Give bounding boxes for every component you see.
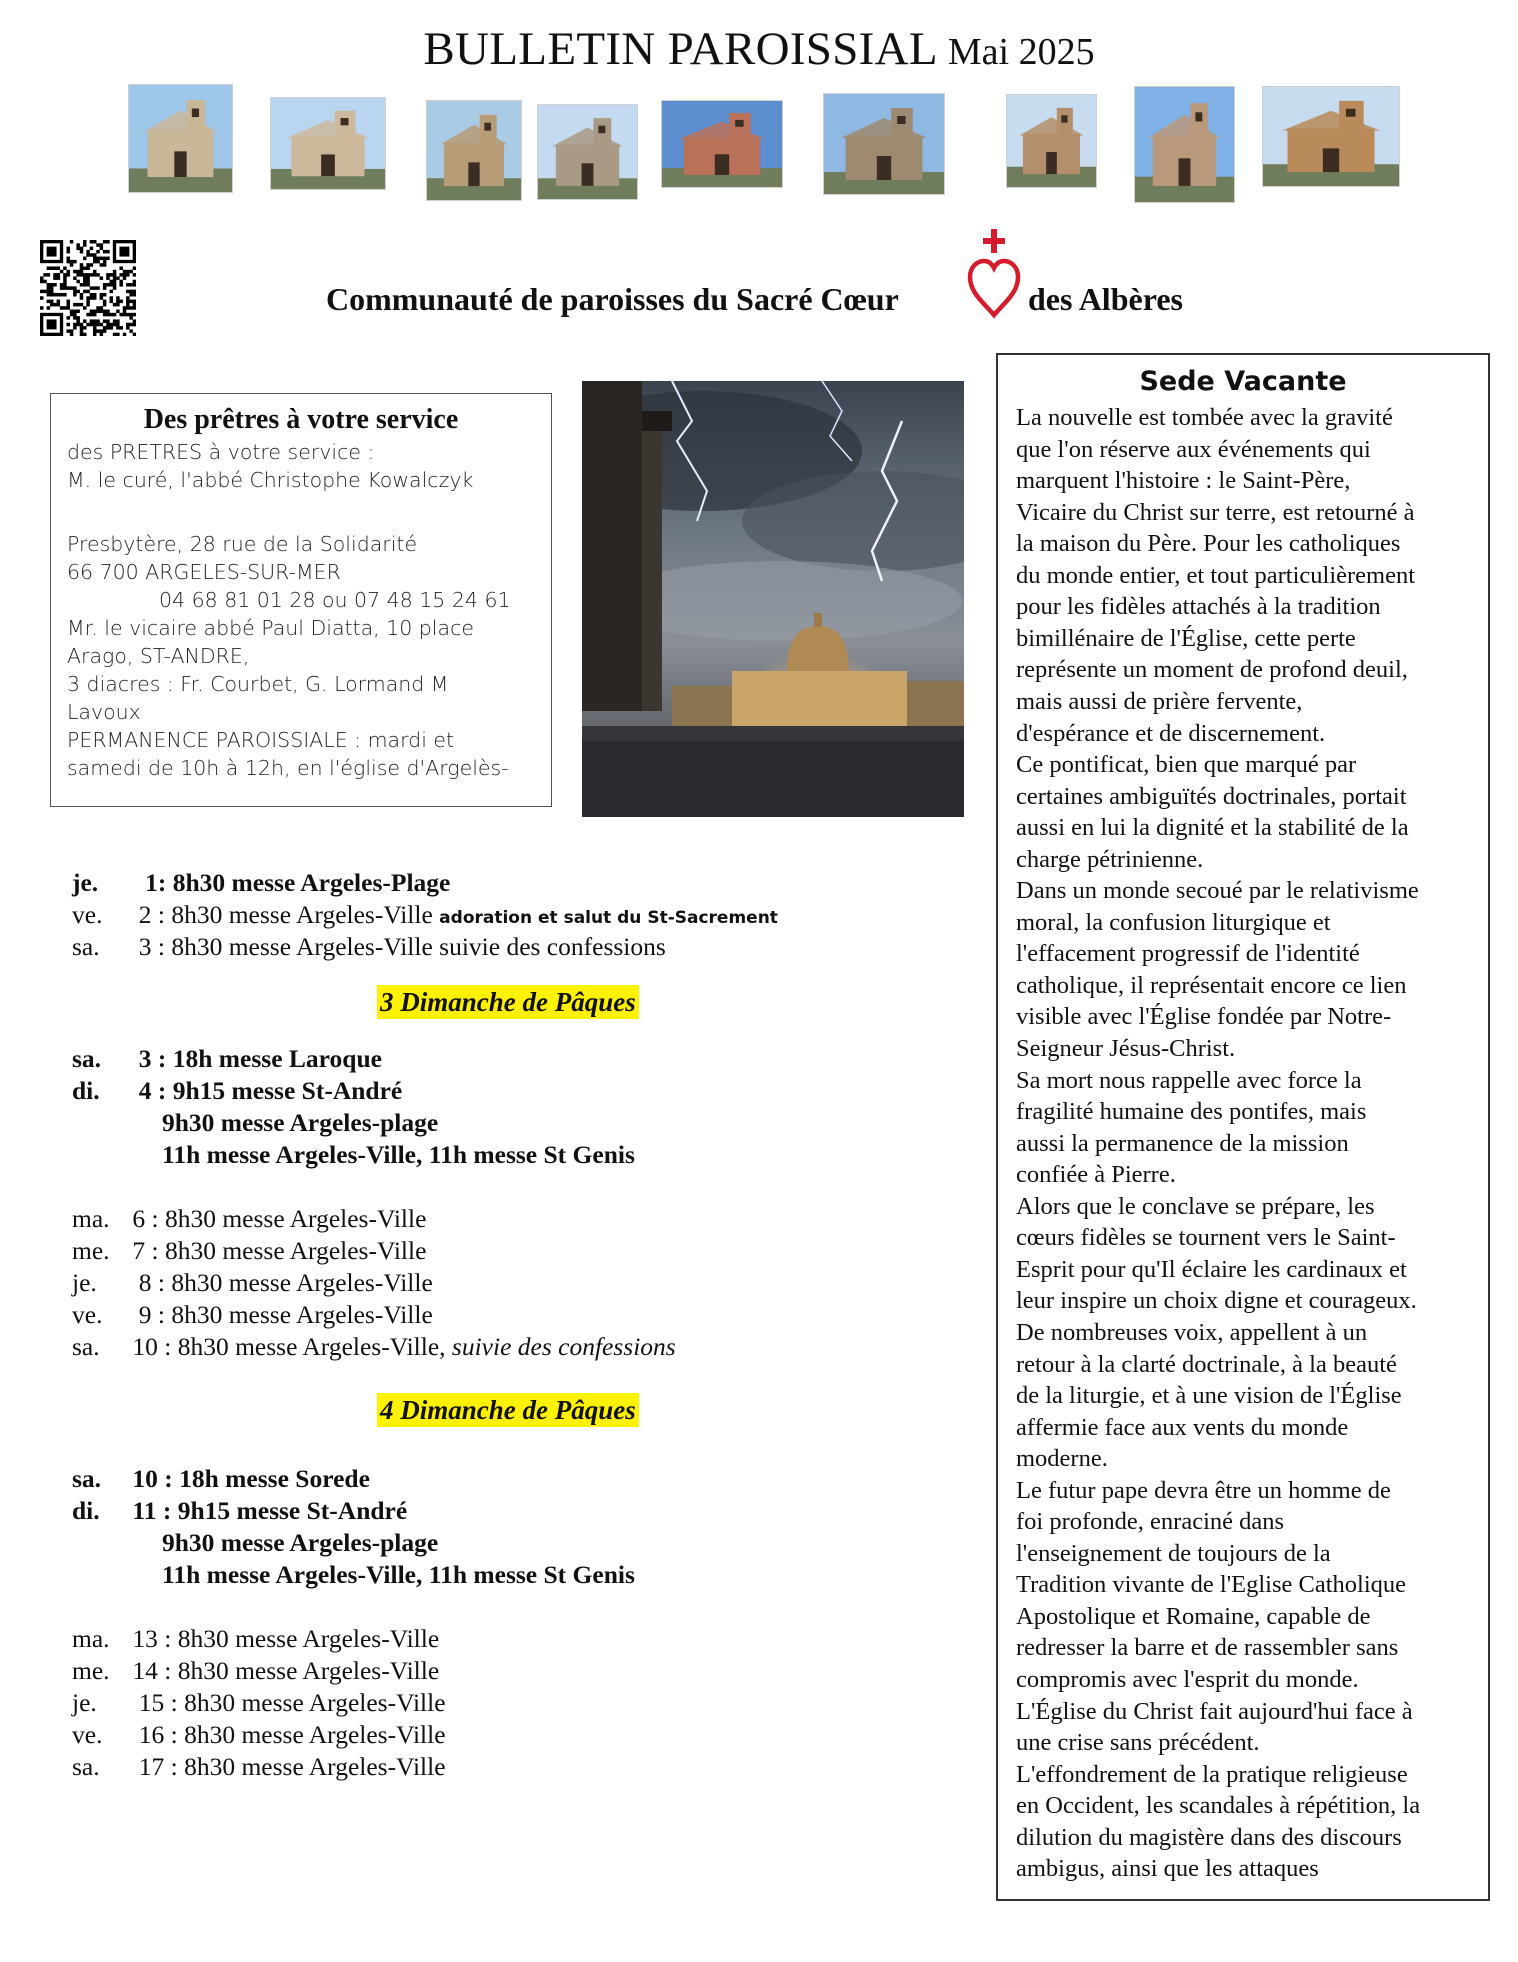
sede-vacante-line: L'Église du Christ fait aujourd'hui face à (1016, 1697, 1413, 1725)
sede-vacante-line: affermie face aux vents du monde (1016, 1413, 1349, 1441)
schedule-line: sa. 3 : 8h30 messe Argeles-Ville suivie des confessions (72, 932, 666, 961)
schedule-line: 9h30 messe Argeles-plage (162, 1108, 439, 1137)
sede-vacante-line: mais aussi de prière fervente, (1016, 687, 1303, 715)
church-photo (1134, 86, 1235, 203)
sede-vacante-line: ambigus, ainsi que les attaques (1016, 1855, 1319, 1883)
sede-vacante-line: confiée à Pierre. (1016, 1161, 1176, 1189)
sede-vacante-line: une crise sans précédent. (1016, 1729, 1260, 1757)
schedule-line: 11h messe Argeles-Ville, 11h messe St Genis (162, 1140, 635, 1169)
sede-vacante-line: Alors que le conclave se prépare, les (1016, 1192, 1375, 1220)
sede-vacante-line: aussi la permanence de la mission (1016, 1129, 1349, 1157)
sede-vacante-line: charge pétrinienne. (1016, 845, 1204, 873)
schedule-line: 9h30 messe Argeles-plage (162, 1528, 439, 1557)
sede-vacante-line: La nouvelle est tombée avec la gravité (1016, 404, 1393, 431)
sacred-heart-icon (964, 227, 1024, 319)
church-photo (823, 93, 945, 195)
schedule-line: ve. 2 : 8h30 messe Argeles-Ville adoration et salut du St-Sacrement (72, 900, 778, 929)
schedule-line: 11h messe Argeles-Ville, 11h messe St Genis (162, 1560, 635, 1589)
vatican-storm-photo (582, 381, 964, 817)
sede-vacante-line: en Occident, les scandales à répétition, la (1016, 1792, 1421, 1820)
priests-line: samedi de 10h à 12h, en l'église d'Argelès- (67, 756, 509, 780)
schedule-line: me. 14 : 8h30 messe Argeles-Ville (72, 1656, 440, 1685)
community-title: Communauté de paroisses du Sacré Cœur (326, 281, 899, 317)
title-date: Mai 2025 (947, 31, 1095, 73)
schedule-line: ve. 16 : 8h30 messe Argeles-Ville (72, 1720, 446, 1749)
church-photo (270, 97, 386, 190)
sede-vacante-line: foi profonde, enraciné dans (1016, 1508, 1285, 1536)
sede-vacante-line: Sa mort nous rappelle avec force la (1016, 1066, 1362, 1094)
sede-vacante-line: Le futur pape devra être un homme de (1016, 1476, 1391, 1504)
schedule-line: sa. 3 : 18h messe Laroque (72, 1044, 382, 1073)
schedule-line: je. 15 : 8h30 messe Argeles-Ville (72, 1688, 446, 1717)
sede-vacante-line: retour à la clarté doctrinale, à la beauté (1016, 1350, 1397, 1378)
church-photo (661, 100, 783, 188)
sede-vacante-line: que l'on réserve aux événements qui (1016, 435, 1371, 463)
schedule-line: je. 8 : 8h30 messe Argeles-Ville (72, 1268, 433, 1297)
priests-phone: 04 68 81 01 28 ou 07 48 15 24 61 (159, 588, 511, 612)
sede-vacante-line: moderne. (1016, 1445, 1108, 1473)
sede-vacante-line: Apostolique et Romaine, capable de (1016, 1602, 1371, 1630)
sede-vacante-line: représente un moment de profond deuil, (1016, 656, 1408, 684)
sede-vacante-line: fragilité humaine des pontifes, mais (1016, 1098, 1367, 1126)
schedule-line: sa. 10 : 8h30 messe Argeles-Ville, suivie des confessions (72, 1332, 676, 1361)
priests-line: Lavoux (67, 700, 141, 724)
bulletin-title (0, 22, 1518, 76)
priests-box (50, 393, 552, 807)
sede-vacante-line: certaines ambiguïtés doctrinales, portait (1016, 782, 1407, 810)
schedule-line: di. 11 : 9h15 messe St-André (72, 1496, 408, 1525)
sede-vacante-line: compromis avec l'esprit du monde. (1016, 1666, 1359, 1693)
sede-vacante-line: visible avec l'Église fondée par Notre- (1016, 1003, 1392, 1031)
priests-line: M. le curé, l'abbé Christophe Kowalczyk (67, 468, 474, 492)
priests-line: PERMANENCE PAROISSIALE : mardi et (67, 728, 455, 752)
title-main: BULLETIN PAROISSIAL (423, 23, 938, 75)
priests-line: Mr. le vicaire abbé Paul Diatta, 10 place (67, 616, 474, 640)
priests-line: Presbytère, 28 rue de la Solidarité (67, 532, 418, 556)
sede-vacante-line: marquent l'histoire : le Saint-Père, (1016, 467, 1351, 495)
sunday-heading: 3 Dimanche de Pâques (377, 985, 639, 1019)
schedule-line: sa. 17 : 8h30 messe Argeles-Ville (72, 1752, 446, 1781)
church-photo (537, 104, 638, 200)
priests-line: Arago, ST-ANDRE, (67, 644, 250, 668)
sede-vacante-line: la maison du Père. Pour les catholiques (1016, 530, 1401, 558)
sede-vacante-line: cœurs fidèles se tournent vers le Saint- (1016, 1224, 1396, 1252)
schedule-line: sa. 10 : 18h messe Sorede (72, 1464, 370, 1493)
sede-vacante-line: dilution du magistère dans des discours (1016, 1823, 1402, 1851)
sede-vacante-line: catholique, il représentait encore ce lien (1016, 971, 1407, 999)
priests-heading: Des prêtres à votre service (143, 404, 459, 435)
sede-vacante-line: aussi en lui la dignité et la stabilité de la (1016, 814, 1409, 842)
schedule-line: me. 7 : 8h30 messe Argeles-Ville (72, 1236, 427, 1265)
priests-line: 3 diacres : Fr. Courbet, G. Lormand M (67, 672, 449, 696)
sede-vacante-line: l'effacement progressif de l'identité (1016, 940, 1360, 968)
sede-vacante-line: l'enseignement de toujours de la (1016, 1539, 1331, 1567)
church-photo (1006, 94, 1097, 188)
sede-vacante-line: Tradition vivante de l'Eglise Catholique (1016, 1571, 1407, 1599)
sede-vacante-line: Ce pontificat, bien que marqué par (1016, 751, 1357, 779)
sunday-heading: 4 Dimanche de Pâques (377, 1393, 639, 1427)
sede-vacante-line: leur inspire un choix digne et courageux. (1016, 1287, 1417, 1315)
sede-vacante-line: bimillénaire de l'Église, cette perte (1016, 624, 1356, 652)
qr-code (40, 240, 136, 336)
church-photo (128, 84, 233, 193)
schedule-line: ma. 13 : 8h30 messe Argeles-Ville (72, 1624, 440, 1653)
sede-vacante-line: Seigneur Jésus-Christ. (1016, 1035, 1236, 1062)
sede-vacante-line: de la liturgie, et à une vision de l'Église (1016, 1382, 1402, 1410)
priests-line: 66 700 ARGELES-SUR-MER (67, 560, 341, 584)
schedule-line: ve. 9 : 8h30 messe Argeles-Ville (72, 1300, 433, 1329)
sede-vacante-line: Esprit pour qu'Il éclaire les cardinaux et (1016, 1255, 1407, 1283)
sede-vacante-line: Dans un monde secoué par le relativisme (1016, 877, 1419, 905)
sede-vacante-title: Sede Vacante (1139, 366, 1347, 397)
sede-vacante-line: Vicaire du Christ sur terre, est retourné à (1016, 498, 1415, 526)
sede-vacante-line: De nombreuses voix, appellent à un (1016, 1318, 1368, 1346)
sede-vacante-line: redresser la barre et de rassembler sans (1016, 1634, 1399, 1662)
sede-vacante-line: d'espérance et de discernement. (1016, 719, 1326, 747)
priests-line: des PRETRES à votre service : (67, 440, 375, 464)
sede-vacante-line: du monde entier, et tout particulièrement (1016, 561, 1416, 589)
sede-vacante-line: moral, la confusion liturgique et (1016, 908, 1331, 936)
community-title-suffix: des Albères (1028, 281, 1183, 317)
church-photo (426, 100, 522, 201)
church-photo (1262, 86, 1400, 187)
schedule-line: di. 4 : 9h15 messe St-André (72, 1076, 403, 1105)
schedule-line: ma. 6 : 8h30 messe Argeles-Ville (72, 1204, 427, 1233)
sede-vacante-line: L'effondrement de la pratique religieuse (1016, 1760, 1408, 1788)
schedule-line: je. 1: 8h30 messe Argeles-Plage (72, 868, 451, 897)
sede-vacante-line: pour les fidèles attachés à la tradition (1016, 593, 1381, 621)
